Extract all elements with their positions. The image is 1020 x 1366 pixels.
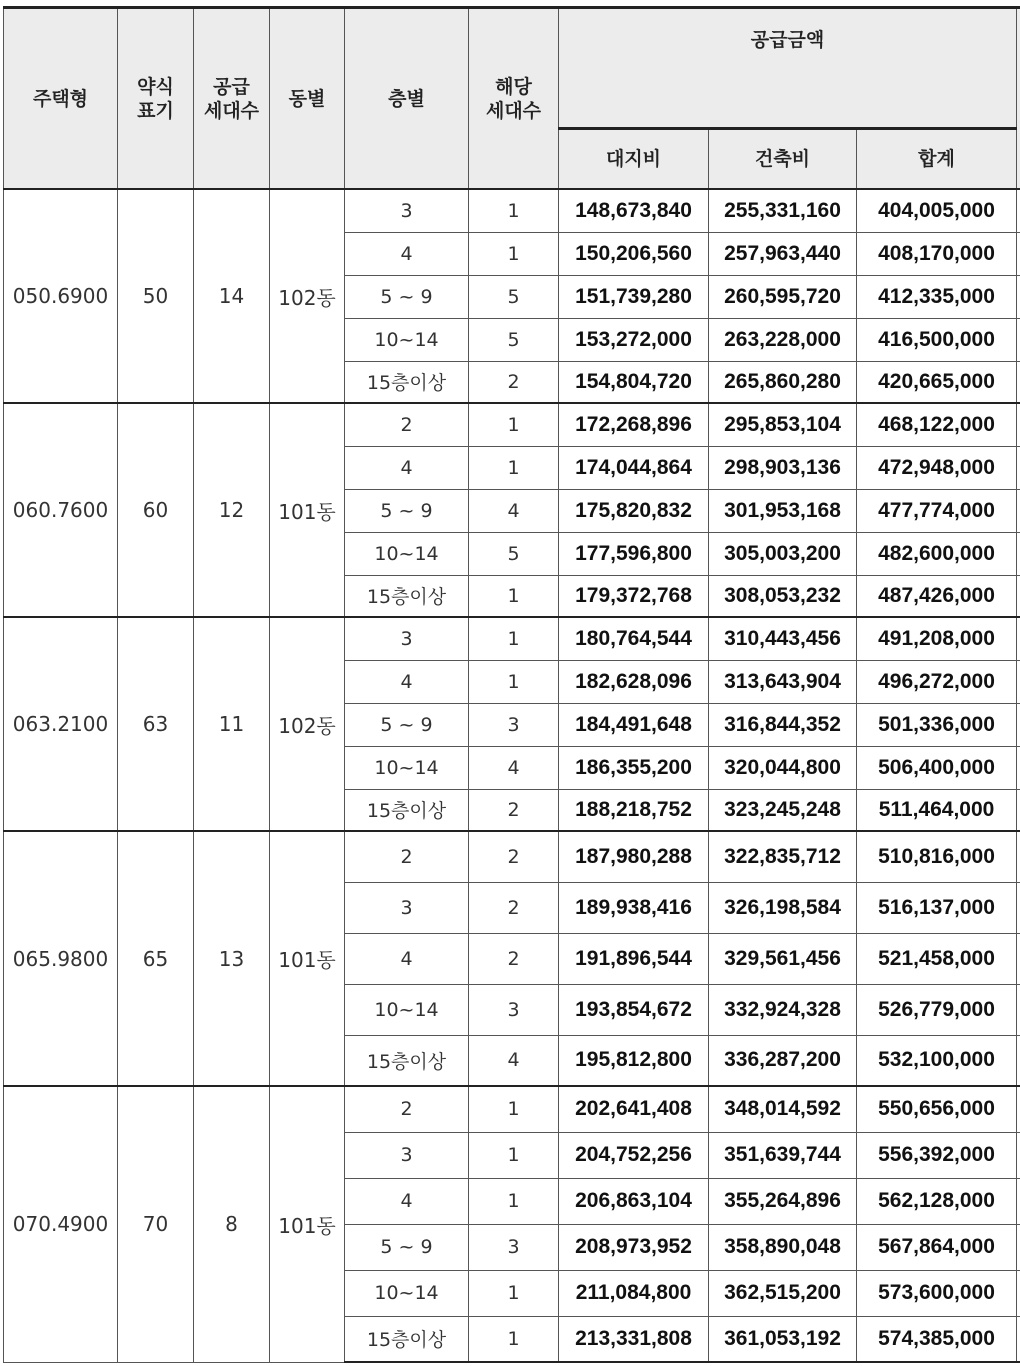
cell-type: 063.2100	[4, 617, 118, 831]
cell-floor: 4	[345, 660, 469, 703]
cell-units: 1	[469, 617, 559, 660]
cell-units: 4	[469, 489, 559, 532]
cell-total: 472,948,000	[857, 446, 1017, 489]
cell-land-cost: 172,268,896	[559, 403, 709, 446]
cell-building-cost: 348,014,592	[709, 1086, 857, 1132]
table-row	[4, 1086, 1020, 1132]
cell-supply-units: 13	[194, 831, 270, 1086]
cell-floor: 5 ~ 9	[345, 703, 469, 746]
cell-land-cost: 208,973,952	[559, 1224, 709, 1270]
cell-floor: 15층이상	[345, 575, 469, 617]
cell-units: 1	[469, 403, 559, 446]
header-abbr: 약식 표기	[118, 8, 194, 190]
cell-units: 1	[469, 1316, 559, 1362]
cell-total: 416,500,000	[857, 318, 1017, 361]
cell-land-cost: 193,854,672	[559, 984, 709, 1035]
cell-floor: 2	[345, 403, 469, 446]
cell-cutoff	[1017, 189, 1020, 232]
cell-land-cost: 191,896,544	[559, 933, 709, 984]
cell-building: 102동	[270, 189, 345, 403]
cell-cutoff	[1017, 532, 1020, 575]
cell-building: 101동	[270, 403, 345, 617]
cell-land-cost: 153,272,000	[559, 318, 709, 361]
cell-building-cost: 310,443,456	[709, 617, 857, 660]
cell-cutoff	[1017, 831, 1020, 882]
cell-floor: 4	[345, 232, 469, 275]
cell-land-cost: 186,355,200	[559, 746, 709, 789]
cell-building-cost: 361,053,192	[709, 1316, 857, 1362]
cell-land-cost: 150,206,560	[559, 232, 709, 275]
cell-abbr: 50	[118, 189, 194, 403]
cell-abbr: 65	[118, 831, 194, 1086]
cell-type: 060.7600	[4, 403, 118, 617]
header-supply-units: 공급 세대수	[194, 8, 270, 190]
cell-floor: 10~14	[345, 984, 469, 1035]
cell-building-cost: 308,053,232	[709, 575, 857, 617]
cell-floor: 3	[345, 882, 469, 933]
cell-land-cost: 195,812,800	[559, 1035, 709, 1086]
cell-building-cost: 329,561,456	[709, 933, 857, 984]
cell-floor: 15층이상	[345, 361, 469, 403]
cell-total: 516,137,000	[857, 882, 1017, 933]
cell-building: 101동	[270, 1086, 345, 1362]
cell-total: 567,864,000	[857, 1224, 1017, 1270]
cell-total: 404,005,000	[857, 189, 1017, 232]
cell-units: 5	[469, 532, 559, 575]
cell-type: 070.4900	[4, 1086, 118, 1362]
cell-abbr: 60	[118, 403, 194, 617]
cell-building: 102동	[270, 617, 345, 831]
supply-price-table	[3, 6, 1020, 1363]
cell-cutoff	[1017, 361, 1020, 403]
cell-building-cost: 265,860,280	[709, 361, 857, 403]
cell-land-cost: 177,596,800	[559, 532, 709, 575]
table-row	[4, 617, 1020, 660]
cell-land-cost: 175,820,832	[559, 489, 709, 532]
cell-floor: 5 ~ 9	[345, 1224, 469, 1270]
cell-building-cost: 323,245,248	[709, 789, 857, 831]
cell-units: 1	[469, 1086, 559, 1132]
table-header	[4, 8, 1020, 190]
cell-building-cost: 263,228,000	[709, 318, 857, 361]
cell-building-cost: 305,003,200	[709, 532, 857, 575]
cell-building-cost: 336,287,200	[709, 1035, 857, 1086]
cell-units: 5	[469, 275, 559, 318]
cell-units: 5	[469, 318, 559, 361]
cell-total: 408,170,000	[857, 232, 1017, 275]
cell-units: 1	[469, 446, 559, 489]
table-row	[4, 189, 1020, 232]
cell-building-cost: 326,198,584	[709, 882, 857, 933]
cell-total: 487,426,000	[857, 575, 1017, 617]
cell-floor: 5 ~ 9	[345, 489, 469, 532]
header-units: 해당 세대수	[469, 8, 559, 190]
header-land-cost: 대지비	[559, 129, 709, 190]
cell-total: 573,600,000	[857, 1270, 1017, 1316]
cell-cutoff	[1017, 318, 1020, 361]
header-building-cost: 건축비	[709, 129, 857, 190]
cell-total: 482,600,000	[857, 532, 1017, 575]
cell-land-cost: 202,641,408	[559, 1086, 709, 1132]
cell-total: 574,385,000	[857, 1316, 1017, 1362]
cell-units: 1	[469, 189, 559, 232]
cell-total: 468,122,000	[857, 403, 1017, 446]
cell-total: 562,128,000	[857, 1178, 1017, 1224]
cell-cutoff	[1017, 1316, 1020, 1362]
cell-land-cost: 154,804,720	[559, 361, 709, 403]
cell-land-cost: 213,331,808	[559, 1316, 709, 1362]
cell-units: 1	[469, 1132, 559, 1178]
cell-floor: 4	[345, 1178, 469, 1224]
cell-total: 521,458,000	[857, 933, 1017, 984]
cell-cutoff	[1017, 703, 1020, 746]
cell-building-cost: 255,331,160	[709, 189, 857, 232]
cell-land-cost: 182,628,096	[559, 660, 709, 703]
header-building: 동별	[270, 8, 345, 190]
cell-supply-units: 12	[194, 403, 270, 617]
cell-units: 3	[469, 1224, 559, 1270]
cell-floor: 3	[345, 189, 469, 232]
cell-total: 556,392,000	[857, 1132, 1017, 1178]
cell-cutoff	[1017, 746, 1020, 789]
cell-cutoff	[1017, 984, 1020, 1035]
cell-floor: 2	[345, 831, 469, 882]
cell-cutoff	[1017, 1178, 1020, 1224]
cell-cutoff	[1017, 275, 1020, 318]
cell-land-cost: 180,764,544	[559, 617, 709, 660]
cell-land-cost: 189,938,416	[559, 882, 709, 933]
cell-cutoff	[1017, 617, 1020, 660]
cell-total: 506,400,000	[857, 746, 1017, 789]
cell-land-cost: 187,980,288	[559, 831, 709, 882]
table-body	[4, 189, 1020, 1362]
cell-land-cost: 206,863,104	[559, 1178, 709, 1224]
cell-units: 1	[469, 1178, 559, 1224]
cell-units: 2	[469, 882, 559, 933]
cell-land-cost: 179,372,768	[559, 575, 709, 617]
cell-building-cost: 301,953,168	[709, 489, 857, 532]
cell-units: 1	[469, 1270, 559, 1316]
header-supply-amount: 공급금액	[559, 8, 1017, 129]
cell-building-cost: 355,264,896	[709, 1178, 857, 1224]
cell-floor: 2	[345, 1086, 469, 1132]
cell-cutoff	[1017, 1035, 1020, 1086]
cell-cutoff	[1017, 489, 1020, 532]
cell-type: 065.9800	[4, 831, 118, 1086]
cell-total: 532,100,000	[857, 1035, 1017, 1086]
cell-building-cost: 260,595,720	[709, 275, 857, 318]
cell-supply-units: 14	[194, 189, 270, 403]
cell-cutoff	[1017, 1224, 1020, 1270]
cell-cutoff	[1017, 575, 1020, 617]
table-row	[4, 403, 1020, 446]
cell-cutoff	[1017, 1270, 1020, 1316]
cell-total: 511,464,000	[857, 789, 1017, 831]
cell-total: 501,336,000	[857, 703, 1017, 746]
cell-cutoff	[1017, 232, 1020, 275]
cell-floor: 10~14	[345, 532, 469, 575]
cell-units: 2	[469, 361, 559, 403]
cell-abbr: 63	[118, 617, 194, 831]
cell-supply-units: 11	[194, 617, 270, 831]
cell-building-cost: 316,844,352	[709, 703, 857, 746]
cell-floor: 15층이상	[345, 1035, 469, 1086]
cell-units: 4	[469, 746, 559, 789]
cell-building-cost: 358,890,048	[709, 1224, 857, 1270]
cell-cutoff	[1017, 1086, 1020, 1132]
cell-land-cost: 188,218,752	[559, 789, 709, 831]
cell-abbr: 70	[118, 1086, 194, 1362]
cell-units: 2	[469, 789, 559, 831]
cell-cutoff	[1017, 882, 1020, 933]
cell-floor: 10~14	[345, 1270, 469, 1316]
cell-land-cost: 211,084,800	[559, 1270, 709, 1316]
cell-type: 050.6900	[4, 189, 118, 403]
cell-floor: 10~14	[345, 318, 469, 361]
cell-floor: 4	[345, 446, 469, 489]
cell-cutoff	[1017, 446, 1020, 489]
cell-building-cost: 322,835,712	[709, 831, 857, 882]
cell-building-cost: 332,924,328	[709, 984, 857, 1035]
cell-building-cost: 313,643,904	[709, 660, 857, 703]
cell-total: 496,272,000	[857, 660, 1017, 703]
cell-building-cost: 351,639,744	[709, 1132, 857, 1178]
cell-units: 4	[469, 1035, 559, 1086]
cell-floor: 5 ~ 9	[345, 275, 469, 318]
cell-floor: 10~14	[345, 746, 469, 789]
cell-cutoff	[1017, 1132, 1020, 1178]
cell-land-cost: 148,673,840	[559, 189, 709, 232]
cell-floor: 15층이상	[345, 789, 469, 831]
cell-land-cost: 151,739,280	[559, 275, 709, 318]
cell-floor: 15층이상	[345, 1316, 469, 1362]
cell-building-cost: 295,853,104	[709, 403, 857, 446]
cell-building-cost: 257,963,440	[709, 232, 857, 275]
cell-building-cost: 320,044,800	[709, 746, 857, 789]
cell-units: 3	[469, 703, 559, 746]
header-total: 합계	[857, 129, 1017, 190]
header-floor: 층별	[345, 8, 469, 190]
cell-units: 1	[469, 575, 559, 617]
cell-building: 101동	[270, 831, 345, 1086]
cell-floor: 3	[345, 1132, 469, 1178]
cell-units: 1	[469, 232, 559, 275]
header-type: 주택형	[4, 8, 118, 190]
cell-land-cost: 184,491,648	[559, 703, 709, 746]
cell-units: 1	[469, 660, 559, 703]
cell-total: 477,774,000	[857, 489, 1017, 532]
cell-units: 2	[469, 831, 559, 882]
header-cutoff-column	[1017, 8, 1020, 190]
cell-land-cost: 174,044,864	[559, 446, 709, 489]
cell-cutoff	[1017, 933, 1020, 984]
cell-cutoff	[1017, 403, 1020, 446]
cell-floor: 3	[345, 617, 469, 660]
cell-units: 3	[469, 984, 559, 1035]
cell-total: 550,656,000	[857, 1086, 1017, 1132]
cell-total: 412,335,000	[857, 275, 1017, 318]
cell-supply-units: 8	[194, 1086, 270, 1362]
cell-total: 510,816,000	[857, 831, 1017, 882]
cell-land-cost: 204,752,256	[559, 1132, 709, 1178]
cell-cutoff	[1017, 660, 1020, 703]
cell-building-cost: 362,515,200	[709, 1270, 857, 1316]
cell-total: 420,665,000	[857, 361, 1017, 403]
cell-cutoff	[1017, 789, 1020, 831]
cell-total: 491,208,000	[857, 617, 1017, 660]
table-row	[4, 831, 1020, 882]
cell-floor: 4	[345, 933, 469, 984]
cell-total: 526,779,000	[857, 984, 1017, 1035]
cell-building-cost: 298,903,136	[709, 446, 857, 489]
cell-units: 2	[469, 933, 559, 984]
